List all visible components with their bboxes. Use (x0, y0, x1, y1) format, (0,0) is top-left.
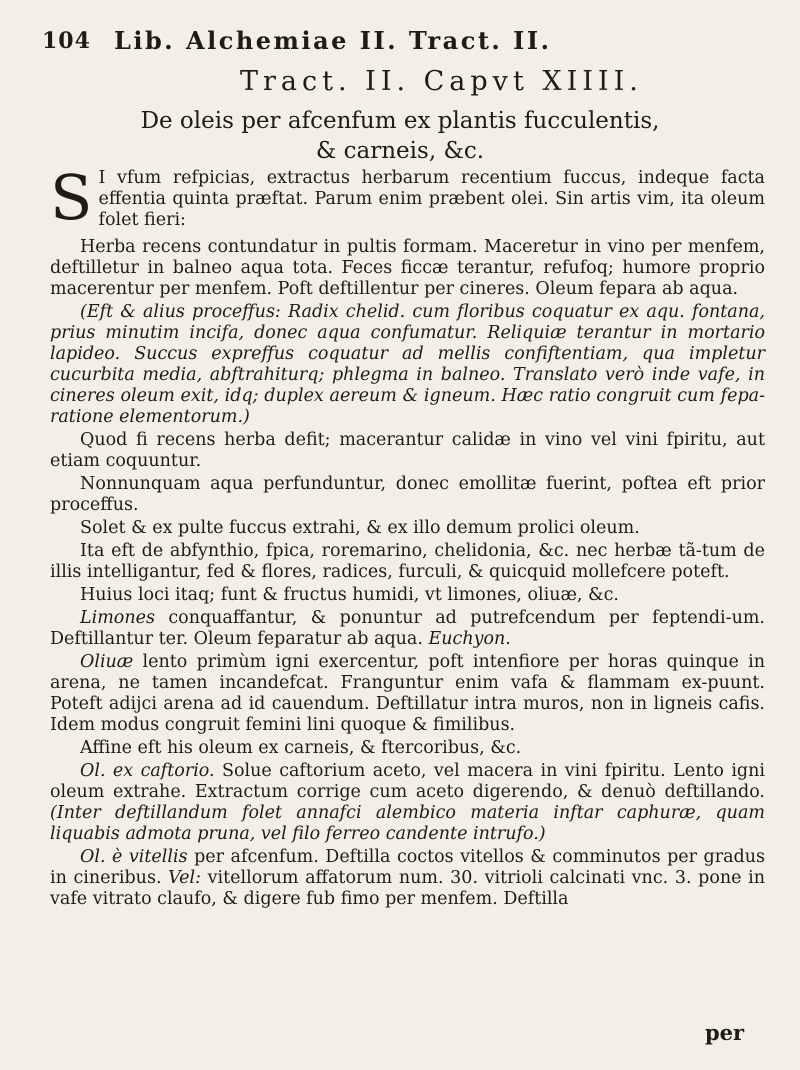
chapter-subtitle-line2: & carneis, &c. (315, 138, 485, 164)
paragraph-8: Huius loci itaq; funt & fructus humidi, vt limones, oliuæ, &c. (80, 585, 619, 605)
paragraph-1-text: I vfum refpicias, extractus herbarum recentium fuccus, indeque facta effentia quinta præftat. Parum enim præbent olei. Sin artis vim, ita oleum folet fieri: (98, 168, 765, 230)
paragraph-7: Ita eft de abfynthio, fpica, roremarino, chelidonia, &c. nec herbæ tã-tum de illis intelligantur, fed & flores, radices, furculi, & quicquid mollefcere poteft. (50, 541, 765, 582)
paragraph-13-lead: Ol. è vitellis (80, 847, 188, 867)
paragraph-13 (50, 847, 765, 910)
paragraph-12-italic: (Inter deftillandum folet annafci alembico materia inftar caphuræ, quam liquabis admota pruna, vel filo ferreo candente intrufo.) (50, 803, 765, 844)
paragraph-2: Herba recens contundatur in pultis formam. Maceretur in vino per menfem, deftilletur in balneo aqua tota. Feces ficcæ terantur, refufoq; humore proprio macerentur per menfem. Poft deftillentur per cineres. Oleum fepara ab aqua. (50, 237, 765, 299)
chapter-subtitle-line1: De oleis per afcenfum ex plantis fucculentis, (140, 108, 660, 134)
page-number: 104 (42, 28, 91, 54)
drop-cap: S (50, 161, 93, 234)
paragraph-9-text: conquaffantur, & ponuntur ad putrefcendum per feptendi-um. Deftillantur ter. Oleum feparatur ab aqua. (50, 608, 765, 649)
catchword: per (705, 1020, 745, 1045)
paragraph-10 (50, 652, 765, 736)
paragraph-10-lead: Oliuæ (80, 652, 134, 672)
paragraph-5: Nonnunquam aqua perfunduntur, donec emollitæ fuerint, poftea eft prior proceffus. (50, 474, 765, 515)
paragraph-9 (50, 608, 765, 650)
paragraph-12-text: Solue caftorium aceto, vel macera in vini fpiritu. Lento igni oleum extrahe. Extractum corrige cum aceto digerendo, & denuò deftillando. (50, 761, 765, 802)
paragraph-3: (Eft & alius proceffus: Radix chelid. cum floribus coquatur ex aqu. fontana, prius minutim incifa, donec aqua confumatur. Reliquiæ terantur in mortario lapideo. Succus expreffus coquatur ad mellis confiftentiam, qua impletur cucurbita media, abftrahiturq; phlegma in balneo. Translato verò inde vafe, in cineres oleum exit, idq; duplex aereum & igneum. Hæc ratio congruit cum fepa-ratione elementorum.) (50, 302, 765, 427)
paragraph-1 (50, 161, 765, 234)
paragraph-13-text: per afcenfum. Deftilla coctos vitellos & comminutos per gradus in cineribus. (50, 847, 765, 888)
paragraph-9-lead: Limones (80, 608, 155, 628)
paragraph-12 (50, 761, 765, 845)
paragraph-4: Quod fi recens herba defit; macerantur calidæ in vino vel vini fpiritu, aut etiam coquuntur. (50, 430, 765, 471)
paragraph-13-vel: Vel: (168, 868, 202, 888)
running-head (42, 20, 752, 60)
paragraph-12-lead: Ol. ex caftorio. (80, 761, 215, 781)
paragraph-6: Solet & ex pulte fuccus extrahi, & ex illo demum prolici oleum. (80, 518, 640, 538)
paragraph-11: Affine eft his oleum ex carneis, & ftercoribus, &c. (80, 738, 522, 758)
body-text (50, 161, 766, 912)
paragraph-13-text2: vitellorum affatorum num. 30. vitrioli calcinati vnc. 3. pone in vafe vitrato claufo, & digere fub fimo per menfem. Deftilla (50, 868, 766, 909)
paragraph-9-tail: Euchyon. (428, 629, 511, 649)
chapter-heading: Tract. II. Capvt XIIII. (240, 66, 643, 97)
running-title: Lib. Alchemiae II. Tract. II. (114, 26, 552, 55)
paragraph-10-text: lento primùm igni exercentur, poft intenfiore per horas quinque in arena, ne tamen incandefcat. Franguntur enim vafa & flammam ex-puunt. Poteft adijci arena ad id cauendum. Deftillatur intra muros, non in ligneis cafis. Idem modus congruit femini lini quoque & fimilibus. (50, 652, 765, 735)
